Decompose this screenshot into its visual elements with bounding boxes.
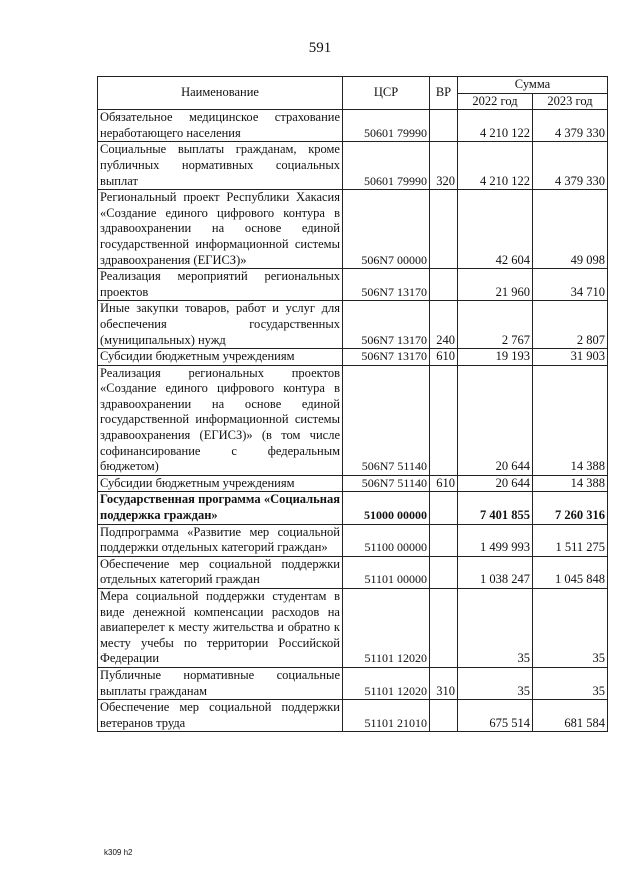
table-body [98, 110, 608, 732]
row-vr: 610 [430, 349, 458, 366]
row-vr: 310 [430, 667, 458, 699]
table-row [98, 556, 608, 588]
row-sum-2023: 31 903 [533, 349, 608, 366]
row-name: Публичные нормативные социальные выплаты гражданам [98, 667, 343, 699]
row-sum-2022: 4 210 122 [458, 142, 533, 190]
row-vr [430, 492, 458, 524]
row-name: Обеспечение мер социальной поддержки отдельных категорий граждан [98, 556, 343, 588]
row-sum-2022: 20 644 [458, 475, 533, 492]
header-year-2022: 2022 год [458, 93, 533, 110]
header-year-2023: 2023 год [533, 93, 608, 110]
row-sum-2023: 35 [533, 589, 608, 668]
row-vr [430, 269, 458, 301]
row-name: Социальные выплаты гражданам, кроме публичных нормативных социальных выплат [98, 142, 343, 190]
row-sum-2023: 14 388 [533, 475, 608, 492]
row-csr: 506N7 00000 [343, 190, 430, 269]
row-name: Субсидии бюджетным учреждениям [98, 349, 343, 366]
table-row [98, 524, 608, 556]
row-sum-2023: 1 511 275 [533, 524, 608, 556]
row-csr: 51101 21010 [343, 700, 430, 732]
footer-code: k309 h2 [104, 848, 133, 857]
row-csr: 506N7 13170 [343, 301, 430, 349]
row-sum-2022: 20 644 [458, 365, 533, 475]
row-name: Государственная программа «Социальная поддержка граждан» [98, 492, 343, 524]
row-vr: 240 [430, 301, 458, 349]
row-sum-2022: 4 210 122 [458, 110, 533, 142]
row-sum-2022: 1 038 247 [458, 556, 533, 588]
row-vr [430, 190, 458, 269]
row-name: Реализация мероприятий региональных проектов [98, 269, 343, 301]
row-name: Обеспечение мер социальной поддержки ветеранов труда [98, 700, 343, 732]
row-sum-2022: 21 960 [458, 269, 533, 301]
budget-table [97, 76, 608, 732]
table-row [98, 190, 608, 269]
row-vr [430, 524, 458, 556]
row-vr [430, 110, 458, 142]
row-sum-2022: 42 604 [458, 190, 533, 269]
table-row [98, 142, 608, 190]
row-sum-2022: 2 767 [458, 301, 533, 349]
table-row [98, 269, 608, 301]
table-row [98, 110, 608, 142]
row-name: Подпрограмма «Развитие мер социальной поддержки отдельных категорий граждан» [98, 524, 343, 556]
header-csr: ЦСР [343, 77, 430, 110]
table-row [98, 700, 608, 732]
row-sum-2022: 35 [458, 667, 533, 699]
row-name: Субсидии бюджетным учреждениям [98, 475, 343, 492]
row-vr [430, 556, 458, 588]
row-csr: 51100 00000 [343, 524, 430, 556]
header-vr: ВР [430, 77, 458, 110]
row-vr: 320 [430, 142, 458, 190]
row-sum-2023: 1 045 848 [533, 556, 608, 588]
table-row [98, 492, 608, 524]
table-row [98, 301, 608, 349]
row-csr: 51101 00000 [343, 556, 430, 588]
row-sum-2022: 675 514 [458, 700, 533, 732]
row-csr: 506N7 13170 [343, 269, 430, 301]
row-sum-2022: 19 193 [458, 349, 533, 366]
row-sum-2023: 14 388 [533, 365, 608, 475]
row-csr: 51101 12020 [343, 589, 430, 668]
table-row [98, 475, 608, 492]
row-csr: 51101 12020 [343, 667, 430, 699]
row-sum-2023: 34 710 [533, 269, 608, 301]
row-sum-2023: 49 098 [533, 190, 608, 269]
row-csr: 50601 79990 [343, 142, 430, 190]
row-csr: 506N7 51140 [343, 475, 430, 492]
table-row [98, 589, 608, 668]
row-sum-2022: 1 499 993 [458, 524, 533, 556]
row-csr: 506N7 13170 [343, 349, 430, 366]
row-vr [430, 589, 458, 668]
row-name: Обязательное медицинское страхование неработающего населения [98, 110, 343, 142]
row-vr [430, 700, 458, 732]
header-row-top [98, 77, 608, 94]
row-sum-2022: 7 401 855 [458, 492, 533, 524]
row-csr: 50601 79990 [343, 110, 430, 142]
row-sum-2022: 35 [458, 589, 533, 668]
row-sum-2023: 4 379 330 [533, 110, 608, 142]
row-sum-2023: 35 [533, 667, 608, 699]
row-vr [430, 365, 458, 475]
row-sum-2023: 681 584 [533, 700, 608, 732]
row-csr: 506N7 51140 [343, 365, 430, 475]
table-row [98, 349, 608, 366]
table-row [98, 667, 608, 699]
row-name: Мера социальной поддержки студентам в виде денежной компенсации расходов на авиаперелет к месту жительства и обратно к месту учебы по территории Российской Федерации [98, 589, 343, 668]
row-sum-2023: 7 260 316 [533, 492, 608, 524]
page-number: 591 [308, 40, 332, 56]
row-name: Иные закупки товаров, работ и услуг для обеспечения государственных (муниципальных) нужд [98, 301, 343, 349]
header-name: Наименование [98, 77, 343, 110]
row-sum-2023: 2 807 [533, 301, 608, 349]
row-name: Реализация региональных проектов «Создание единого цифрового контура в здравоохранении на основе единой государственной информационной системы здравоохранения (ЕГИСЗ)» (в том числе софинансирование с федеральным бюджетом) [98, 365, 343, 475]
row-name: Региональный проект Республики Хакасия «Создание единого цифрового контура в здравоохранении на основе единой государственной информационной системы здравоохранения (ЕГИСЗ)» [98, 190, 343, 269]
table-row [98, 365, 608, 475]
row-sum-2023: 4 379 330 [533, 142, 608, 190]
row-csr: 51000 00000 [343, 492, 430, 524]
row-vr: 610 [430, 475, 458, 492]
header-sum: Сумма [458, 77, 608, 94]
